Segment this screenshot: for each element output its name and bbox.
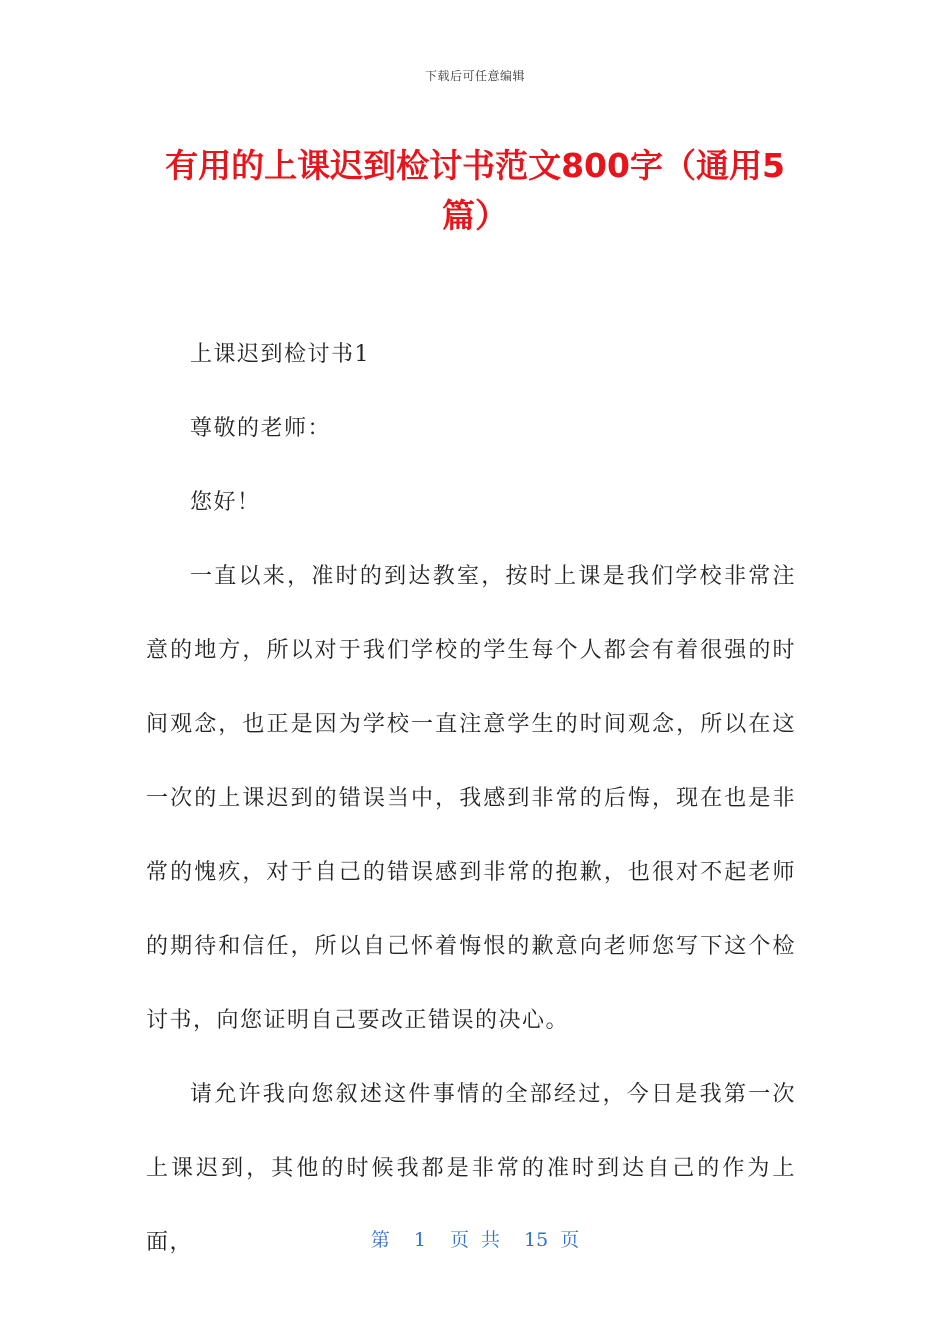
page-number-footer	[0, 1225, 950, 1252]
current-page-number: 1	[413, 1229, 426, 1251]
footer-middle: 页 共	[449, 1229, 500, 1251]
salutation: 尊敬的老师：	[190, 416, 332, 441]
body-paragraph: 一直以来，准时的到达教室，按时上课是我们学校非常注意的地方，所以对于我们学校的学生每个人都会有着很强的时间观念，也正是因为学校一直注意学生的时间观念，所以在这一次的上课迟到的错误当中，我感到非常的后悔，现在也是非常的愧疚，对于自己的错误感到非常的抱歉，也很对不起老师的期待和信任，所以自己怀着悔恨的歉意向老师您写下这个检讨书，向您证明自己要改正错误的决心。	[146, 564, 796, 1033]
document-body	[146, 318, 796, 1280]
document-title: 有用的上课迟到检讨书范文800字（通用5篇）	[165, 146, 785, 235]
footer-suffix: 页	[560, 1229, 580, 1251]
section-heading: 上课迟到检讨书1	[190, 342, 370, 367]
body-paragraph: 请允许我向您叙述这件事情的全部经过，今日是我第一次上课迟到，其他的时候我都是非常的准时到达自己的作为上面，	[146, 1082, 796, 1255]
header-note: 下载后可任意编辑	[424, 69, 525, 83]
greeting: 您好！	[190, 490, 261, 515]
footer-prefix: 第	[370, 1229, 390, 1251]
total-pages-number: 15	[524, 1229, 549, 1251]
